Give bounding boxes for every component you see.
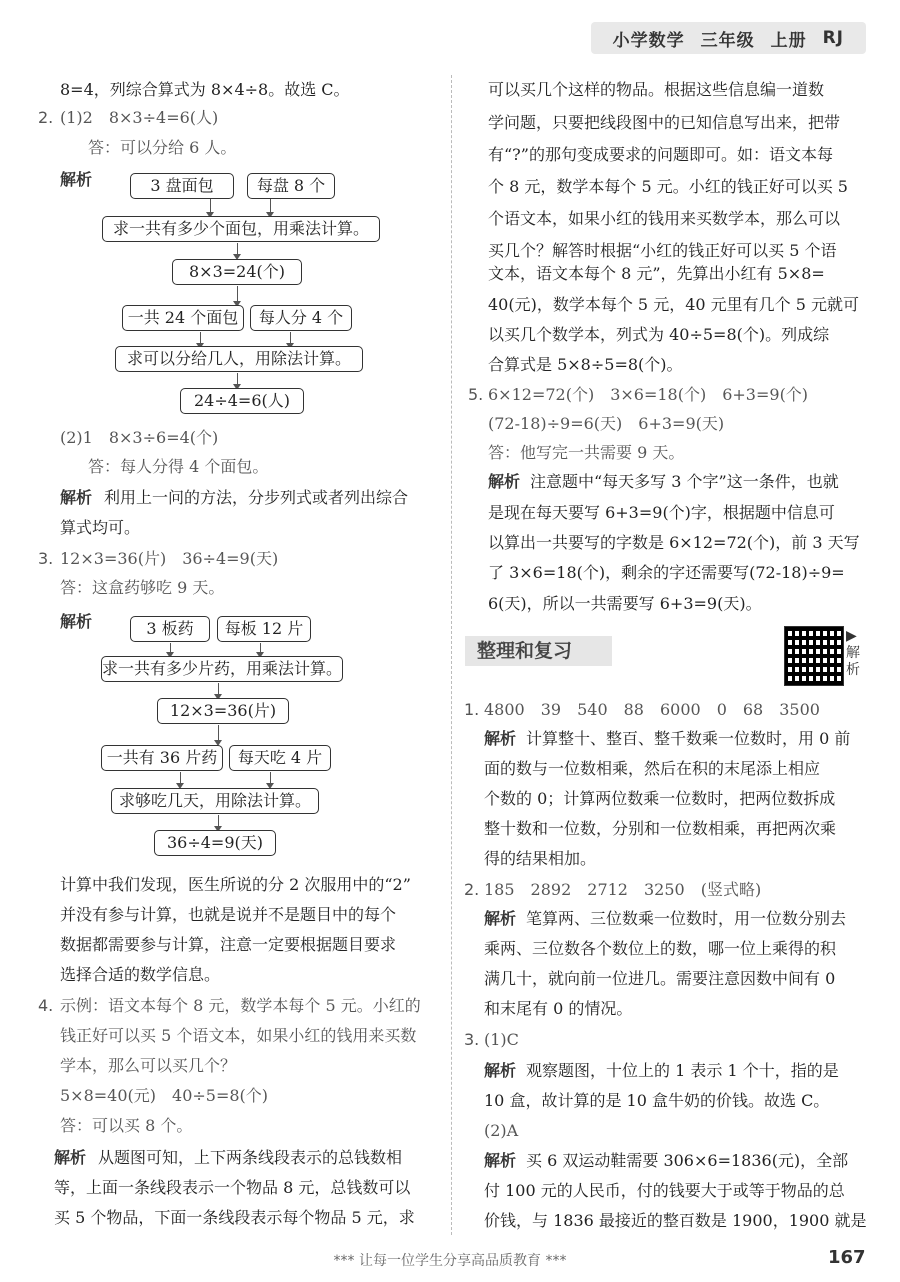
- column-divider: [451, 75, 453, 1235]
- diagram-box: 3 板药: [130, 616, 210, 642]
- analysis-label: 解析: [54, 1148, 87, 1167]
- arrow: [237, 243, 238, 255]
- text-line: 买几个？解答时根据“小红的钱正好可以买 5 个语: [488, 241, 837, 260]
- answer-line: 钱正好可以买 5 个语文本，如果小红的钱用来买数: [60, 1026, 417, 1045]
- answer-line: 学本，那么可以买几个？: [60, 1056, 237, 1075]
- text-line: 买 5 个物品，下面一条线段表示每个物品 5 元，求: [54, 1208, 415, 1227]
- diagram-box: 每天吃 4 片: [229, 745, 331, 771]
- question-number: 3.: [464, 1030, 480, 1049]
- diagram-box: 一共有 36 片药: [101, 745, 223, 771]
- text-line: 利用上一问的方法，分步列式或者列出综合: [104, 488, 409, 507]
- page-number: 167: [828, 1247, 866, 1268]
- text-line: 整十数和一位数，分别和一位数相乘，再把两次乘: [484, 819, 837, 838]
- question-number: 2.: [464, 880, 480, 899]
- text-line: 价钱，与 1836 最接近的整百数是 1900，1900 就是: [484, 1211, 867, 1230]
- diagram-box: 8×3=24(个): [172, 259, 302, 285]
- arrow: [260, 643, 261, 653]
- analysis-label: 解析: [484, 729, 517, 748]
- text-line: 选择合适的数学信息。: [60, 965, 221, 984]
- diagram-box: 求一共有多少个面包，用乘法计算。: [102, 216, 380, 242]
- text-line: 以算出一共要写的字数是 6×12=72(个)，前 3 天写: [488, 533, 860, 552]
- arrow: [200, 332, 201, 344]
- arrow: [290, 332, 291, 344]
- answer-line: 答：可以买 8 个。: [60, 1116, 193, 1135]
- arrow: [218, 725, 219, 741]
- header-volume: 上册: [770, 30, 807, 51]
- answer-line: (2)1 8×3÷6=4(个): [60, 428, 219, 447]
- diagram-box: 求一共有多少片药，用乘法计算。: [101, 656, 343, 682]
- play-icon: ▶: [846, 628, 857, 644]
- answer-line: 答：可以分给 6 人。: [88, 138, 237, 157]
- arrow: [237, 286, 238, 302]
- analysis-label: 解析: [60, 488, 93, 507]
- qr-label-text: 解析: [846, 645, 860, 678]
- answer-line: (2)A: [484, 1121, 519, 1140]
- arrow: [180, 772, 181, 784]
- answer-line: 答：他写完一共需要 9 天。: [488, 443, 685, 462]
- text-line: 面的数与一位数相乘，然后在积的末尾添上相应: [484, 759, 821, 778]
- text-line: 注意题中“每天多写 3 个字”这一条件，也就: [530, 472, 839, 491]
- diagram-box: 3 盘面包: [130, 173, 234, 199]
- text-line: 6(天)，所以一共需要写 6+3=9(天)。: [488, 594, 762, 613]
- text-line: 付 100 元的人民币，付的钱要大于或等于物品的总: [484, 1181, 845, 1200]
- text-line: 是现在每天要写 6+3=9(个)字，根据题中信息可: [488, 503, 835, 522]
- text-line: 个语文本，如果小红的钱用来买数学本，那么可以: [488, 209, 841, 228]
- text-line: 10 盒，故计算的是 10 盒牛奶的价钱。故选 C。: [484, 1091, 830, 1110]
- arrow: [218, 683, 219, 695]
- diagram-box: 一共 24 个面包: [122, 305, 244, 331]
- diagram-box: 求可以分给几人，用除法计算。: [115, 346, 363, 372]
- analysis-label: 解析: [484, 909, 517, 928]
- arrow: [237, 373, 238, 385]
- answer-line: 185 2892 2712 3250 (竖式略): [484, 880, 762, 899]
- question-number: 4.: [38, 996, 54, 1015]
- text-line: 和末尾有 0 的情况。: [484, 999, 633, 1018]
- text-line: 合算式是 5×8÷5=8(个)。: [488, 355, 683, 374]
- analysis-label: 解析: [484, 1061, 517, 1080]
- text-line: 可以买几个这样的物品。根据这些信息编一道数: [488, 80, 825, 99]
- diagram-box: 24÷4=6(人): [180, 388, 304, 414]
- answer-line: 示例：语文本每个 8 元，数学本每个 5 元。小红的: [60, 996, 421, 1015]
- text-line: 算式均可。: [60, 518, 141, 537]
- text-line: 笔算两、三位数乘一位数时，用一位数分别去: [526, 909, 847, 928]
- arrow: [270, 772, 271, 784]
- text-line: 了 3×6=18(个)，剩余的字还需要写(72-18)÷9=: [488, 563, 845, 582]
- arrow: [170, 643, 171, 653]
- analysis-label: 解析: [484, 1151, 517, 1170]
- answer-line: 6×12=72(个) 3×6=18(个) 6+3=9(个): [488, 385, 809, 404]
- header-edition: RJ: [822, 28, 844, 48]
- section-title: 整理和复习: [465, 636, 612, 666]
- diagram-box: 36÷4=9(天): [154, 830, 276, 856]
- arrow: [270, 199, 271, 213]
- diagram-box: 每盘 8 个: [247, 173, 335, 199]
- analysis-label: 解析: [60, 170, 93, 189]
- diagram-box: 每人分 4 个: [250, 305, 352, 331]
- answer-line: 答：这盒药够吃 9 天。: [60, 578, 225, 597]
- question-number: 2.: [38, 108, 54, 127]
- arrow: [210, 199, 211, 213]
- answer-line: (1)2 8×3÷4=6(人): [60, 108, 219, 127]
- text-line: 买 6 双运动鞋需要 306×6=1836(元)，全部: [526, 1151, 849, 1170]
- diagram-box: 12×3=36(片): [157, 698, 289, 724]
- text-line: 观察题图，十位上的 1 表示 1 个十，指的是: [526, 1061, 839, 1080]
- text-line: 个 8 元，数学本每个 5 元。小红的钱正好可以买 5: [488, 177, 848, 196]
- qr-code[interactable]: [784, 626, 844, 686]
- diagram-box: 求够吃几天，用除法计算。: [111, 788, 319, 814]
- text-line: 满几十，就向前一位进几。需要注意因数中间有 0: [484, 969, 836, 988]
- text-line: 学问题，只要把线段图中的已知信息写出来，把带: [488, 113, 841, 132]
- qr-label: [846, 628, 862, 679]
- text-line: 乘两、三位数各个数位上的数，哪一位上乘得的积: [484, 939, 837, 958]
- arrow: [218, 815, 219, 827]
- text-line: 40(元)，数学本每个 5 元，40 元里有几个 5 元就可: [488, 295, 859, 314]
- header-subject: 小学数学: [612, 30, 685, 51]
- question-number: 3.: [38, 549, 54, 568]
- text-line: 数据都需要参与计算，注意一定要根据题目要求: [60, 935, 397, 954]
- text-line: 并没有参与计算，也就是说并不是题目中的每个: [60, 905, 397, 924]
- text-line: 等，上面一条线段表示一个物品 8 元，总钱数可以: [54, 1178, 411, 1197]
- text-line: 文本，语文本每个 8 元”，先算出小红有 5×8=: [488, 264, 825, 283]
- text-line: 从题图可知，上下两条线段表示的总钱数相: [98, 1148, 403, 1167]
- text-line: 有“?”的那句变成要求的问题即可。如：语文本每: [488, 145, 833, 164]
- text-line: 以买几个数学本，列式为 40÷5=8(个)。列成综: [488, 325, 830, 344]
- text-line: 得的结果相加。: [484, 849, 597, 868]
- text-line: 计算整十、整百、整千数乘一位数时，用 0 前: [526, 729, 851, 748]
- page-header: [591, 22, 866, 54]
- footer-slogan: *** 让每一位学生分享高品质教育 ***: [333, 1253, 567, 1269]
- question-number: 5.: [468, 385, 484, 404]
- diagram-box: 每板 12 片: [217, 616, 311, 642]
- answer-line: 4800 39 540 88 6000 0 68 3500: [484, 700, 820, 719]
- question-number: 1.: [464, 700, 480, 719]
- answer-line: 5×8=40(元) 40÷5=8(个): [60, 1086, 269, 1105]
- answer-line: 12×3=36(片) 36÷4=9(天): [60, 549, 279, 568]
- analysis-label: 解析: [488, 472, 521, 491]
- answer-line: 答：每人分得 4 个面包。: [88, 457, 269, 476]
- text-line: 计算中我们发现，医生所说的分 2 次服用中的“2”: [60, 875, 411, 894]
- answer-line: (72-18)÷9=6(天) 6+3=9(天): [488, 414, 725, 433]
- text-line: 个数的 0；计算两位数乘一位数时，把两位数拆成: [484, 789, 836, 808]
- answer-line: (1)C: [484, 1030, 519, 1049]
- analysis-label: 解析: [60, 612, 93, 631]
- header-grade: 三年级: [700, 30, 755, 51]
- text-line: 8=4，列综合算式为 8×4÷8。故选 C。: [60, 80, 350, 99]
